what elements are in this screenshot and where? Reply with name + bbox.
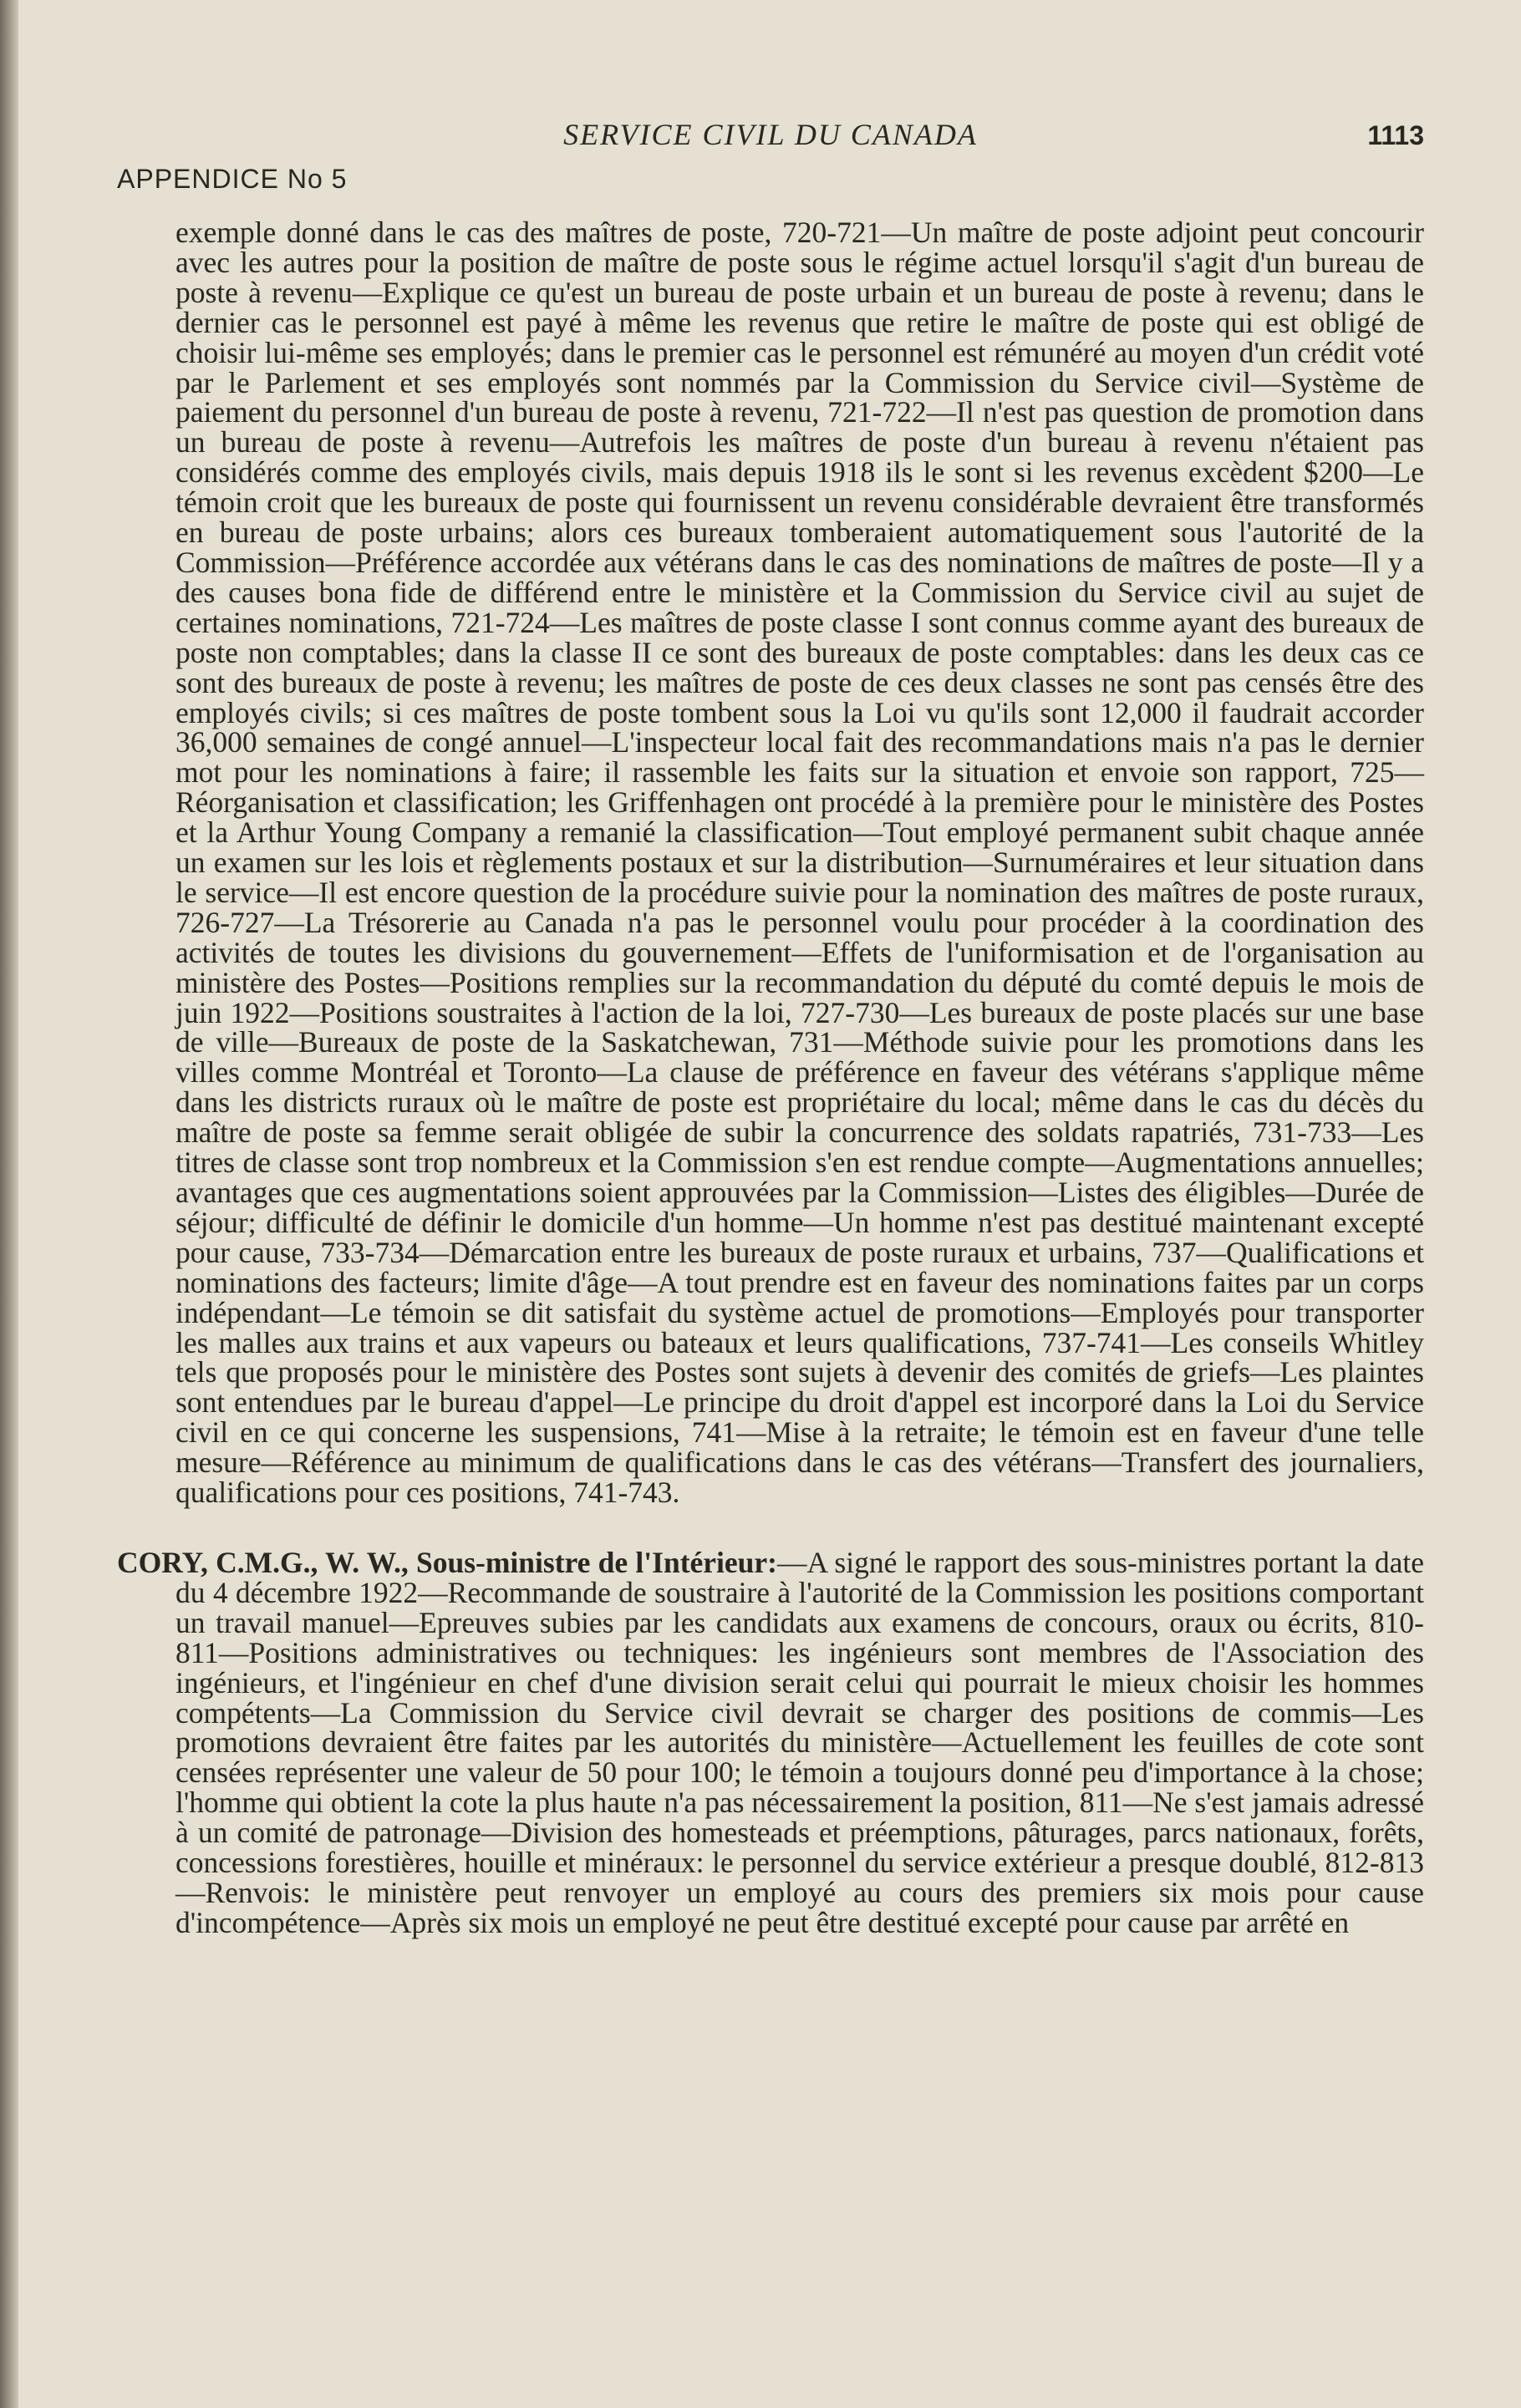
page-number: 1113 — [1367, 120, 1424, 150]
running-title: SERVICE CIVIL DU CANADA — [563, 118, 978, 151]
index-entry-continued — [117, 218, 1424, 1508]
index-entry-cory — [117, 1545, 1424, 1939]
entry-text: exemple donné dans le cas des maîtres de poste, 720-721—Un maître de poste adjoint peut concourir avec les autres pour la position de maître de poste sous le régime actuel lorsqu'il s'agit d'un bureau de poste à revenu—Explique ce qu'est un bureau de poste urbain et un bureau de poste à revenu; dans le dernier cas le personnel est payé à même les revenus que retire le maître de poste qui est obligé de choisir lui-même ses employés; dans le premier cas le personnel est rémunéré au moyen d'un crédit voté par le Parlement et ses employés sont nommés par la Commission du Service civil—Système de paiement du personnel d'un bureau de poste à revenu, 721-722—Il n'est pas question de promotion dans un bureau de poste à revenu—Autrefois les maîtres de poste d'un bureau à revenu n'étaient pas considérés comme des employés civils, mais depuis 1918 ils le sont si les revenus excèdent $200—Le témoin croit que les bureaux de poste qui fournissent un revenu considérable devraient être transformés en bureau de poste urbains; alors ces bureaux tomberaient automatiquement sous l'autorité de la Commission—Préférence accordée aux vétérans dans le cas des nominations de maîtres de poste—Il y a des causes bona fide de différend entre le ministère et la Commission du Service civil au sujet de certaines nominations, 721-724—Les maîtres de poste classe I sont connus comme ayant des bureaux de poste non comptables; dans la classe II ce sont des bureaux de poste comptables: dans les deux cas ce sont des bureaux de poste à revenu; les maîtres de poste de ces deux classes ne sont pas censés être des employés civils; si ces maîtres de poste tombent sous la Loi vu qu'ils sont 12,000 il faudrait accorder 36,000 semaines de congé annuel—L'inspecteur local fait des recommandations mais n'a pas le dernier mot pour les nominations à faire; il rassemble les faits sur la situation et envoie son rapport, 725—Réorganisation et classification; les Griffenhagen ont procédé à la première pour le ministère des Postes et la Arthur Young Company a remanié la classification—Tout employé permanent subit chaque année un examen sur les lois et règlements postaux et sur la distribution—Surnuméraires et leur situation dans le service—Il est encore question de la procédure suivie pour la nomination des maîtres de poste ruraux, 726-727—La Trésorerie au Canada n'a pas le personnel voulu pour procéder à la coordination des activités de toutes les divisions du gouvernement—Effets de l'uniformisation et de l'organisation au ministère des Postes—Positions remplies sur la recommandation du député du comté depuis le mois de juin 1922—Positions soustraites à l'action de la loi, 727-730—Les bureaux de poste placés sur une base de ville—Bureaux de poste de la Saskatchewan, 731—Méthode suivie pour les promotions dans les villes comme Montréal et Toronto—La clause de préférence en faveur des vétérans s'applique même dans les districts ruraux où le maître de poste est propriétaire du local; même dans le cas du décès du maître de poste sa femme serait obligée de subir la concurrence des soldats rapatriés, 731-733—Les titres de classe sont trop nombreux et la Commission s'en est rendue compte—Augmentations annuelles; avantages que ces augmentations soient approuvées par la Commission—Listes des éligibles—Durée de séjour; difficulté de définir le domicile d'un homme—Un homme n'est pas destitué maintenant excepté pour cause, 733-734—Démarcation entre les bureaux de poste ruraux et urbains, 737—Qualifications et nominations des facteurs; limite d'âge—A tout prendre est en faveur des nominations faites par un corps indépendant—Le témoin se dit satisfait du système actuel de promotions—Employés pour transporter les malles aux trains et aux vapeurs ou bateaux et leurs qualifications, 737-741—Les conseils Whitley tels que proposés pour le ministère des Postes sont sujets à devenir des comités de griefs—Les plaintes sont entendues par le bureau d'appel—Le principe du droit d'appel est incorporé dans la Loi du Service civil en ce qui concerne les suspensions, 741—Mise à la retraite; le témoin est en faveur d'une telle mesure—Référence au minimum de qualifications dans le cas des vétérans—Transfert des journaliers, qualifications pour ces positions, 741-743. — [176, 216, 1424, 1510]
entry-text: —A signé le rapport des sous-ministres portant la date du 4 décembre 1922—Recommande de soustraire à l'autorité de la Commission les positions comportant un travail manuel—Epreuves subies par les candidats aux examens de concours, oraux ou écrits, 810-811—Positions administratives ou techniques: les ingénieurs sont membres de l'Association des ingénieurs, et l'ingénieur en chef d'une division serait celui qui pourrait le mieux choisir les hommes compétents—La Commission du Service civil devrait se charger des positions de commis—Les promotions devraient être faites par les autorités du ministère—Actuellement les feuilles de cote sont censées représenter une valeur de 50 pour 100; le témoin a toujours donné peu d'importance à la chose; l'homme qui obtient la cote la plus haute n'a pas nécessairement la position, 811—Ne s'est jamais adressé à un comité de patronage—Division des homesteads et préemptions, pâturages, parcs nationaux, forêts, concessions forestières, houille et minéraux: le personnel du service extérieur a presque doublé, 812-813—Renvois: le ministère peut renvoyer un employé au cours des premiers six mois pour cause d'incompétence—Après six mois un employé ne peut être destitué excepté pour cause par arrêté en — [176, 1545, 1424, 1939]
entry-name: CORY, C.M.G., W. W., Sous-ministre de l'Intérieur: — [117, 1545, 777, 1579]
running-header — [117, 117, 1424, 164]
appendix-label: APPENDICE No 5 — [117, 164, 348, 194]
